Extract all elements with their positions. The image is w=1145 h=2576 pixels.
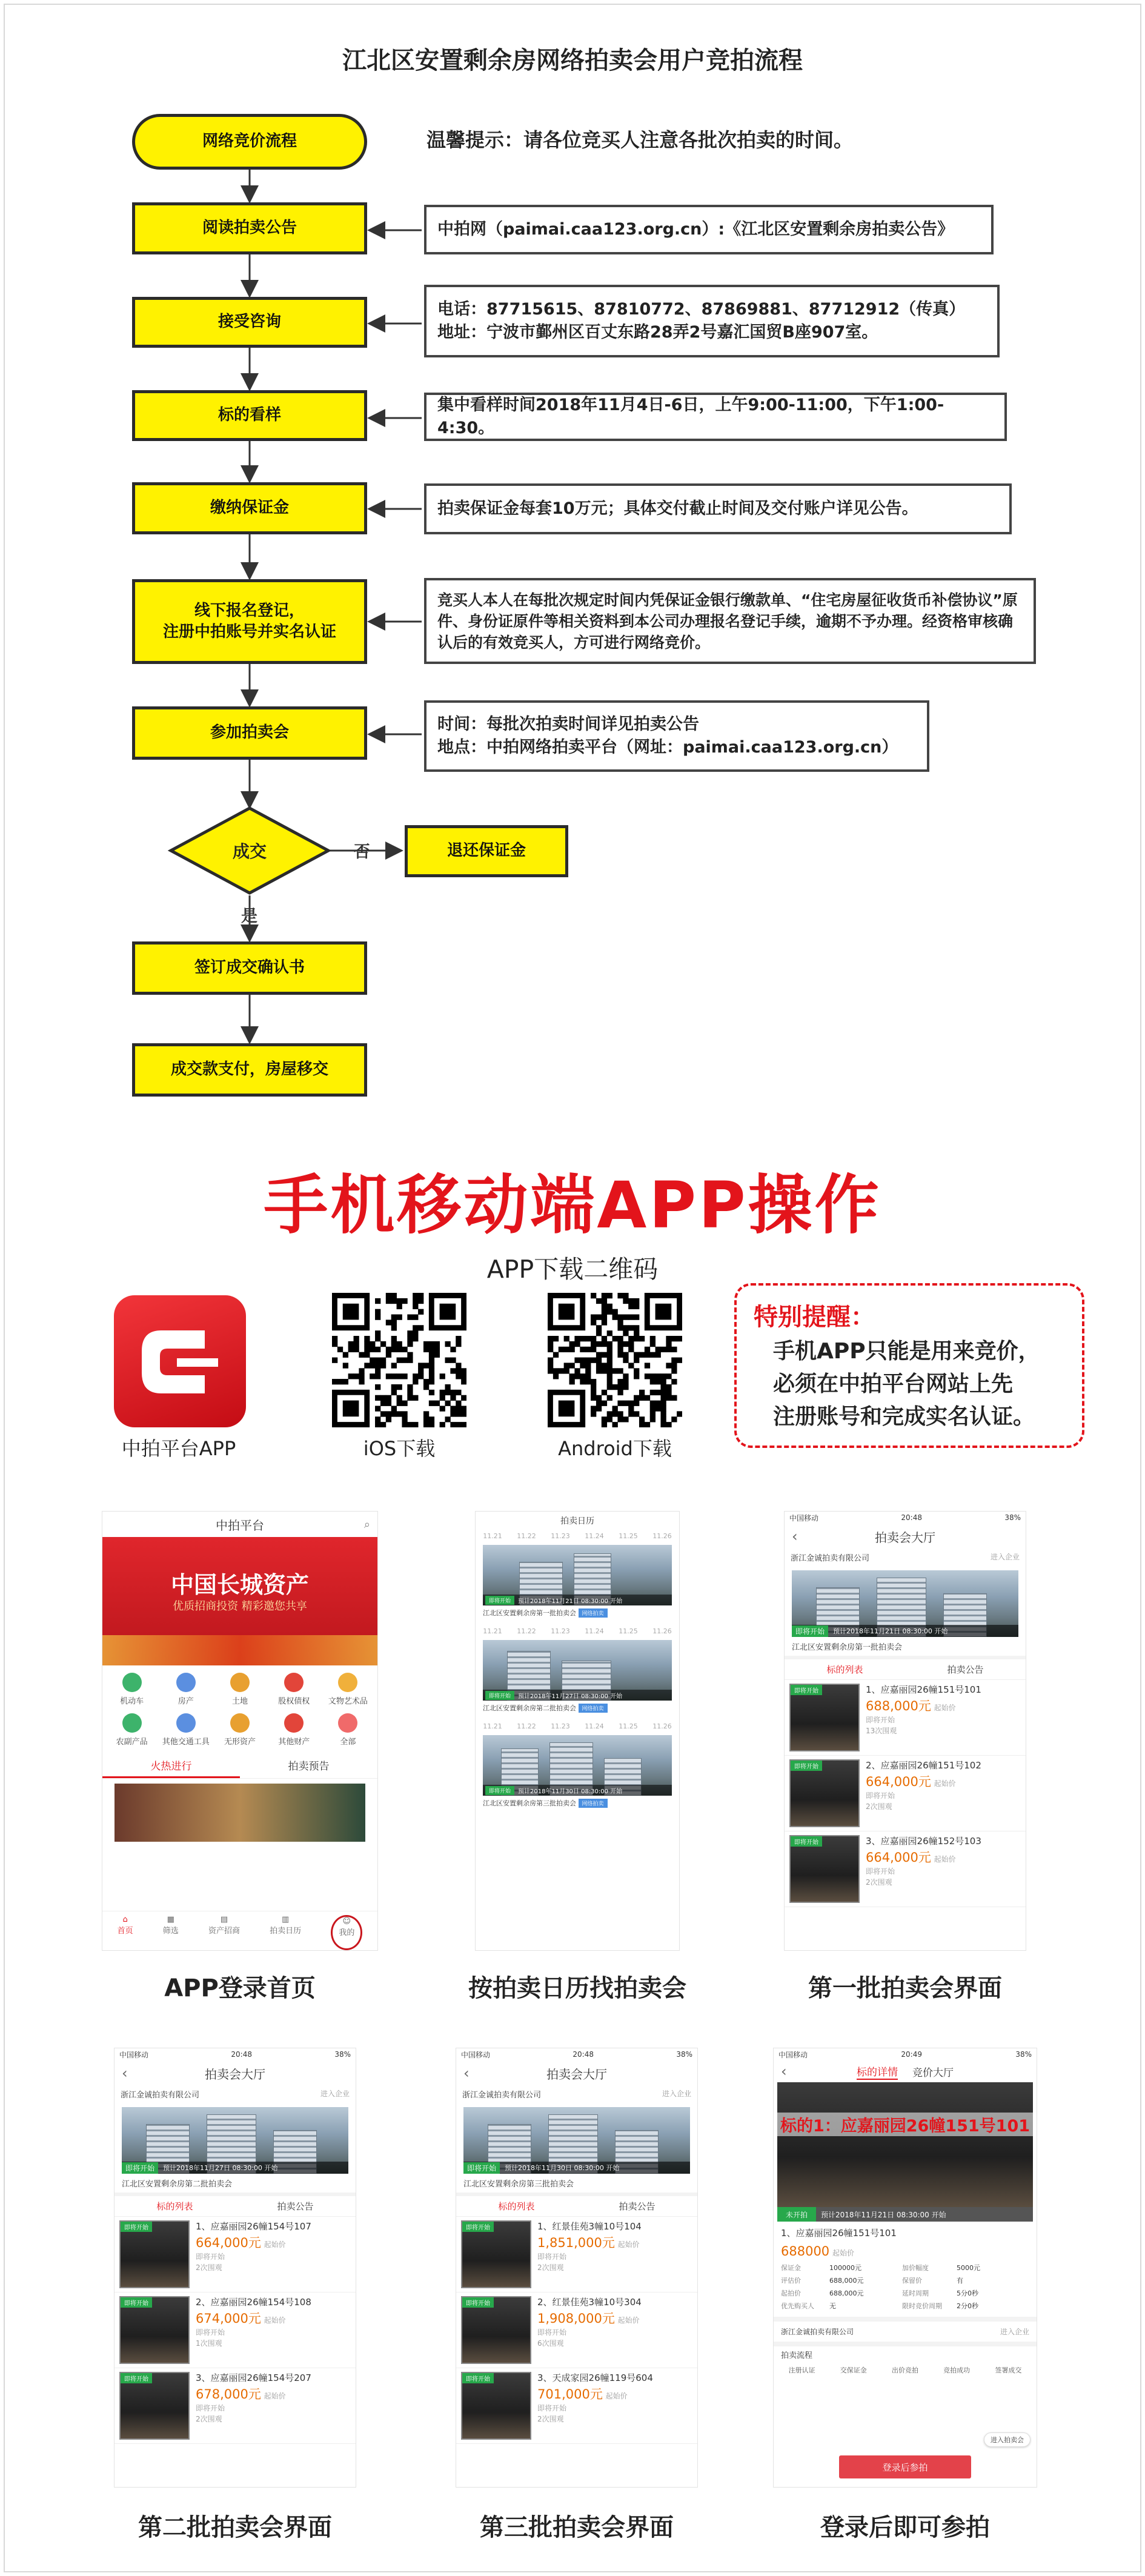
calendar-event-list [476,1530,679,1810]
step-refund: 退还保证金 [405,825,568,877]
lot-views: 1次围观 [196,2339,222,2348]
company-row[interactable] [456,2086,697,2102]
enter-company-link[interactable]: 进入企业 [990,1553,1020,1561]
detail-price-row: 688000 起始价 [781,2244,854,2259]
lot-thumbnail: 即将开始 [119,2220,190,2288]
enter-auction-button[interactable]: 进入拍卖会 [984,2432,1030,2447]
hall-nav [456,2060,697,2086]
lot-price: 664,000元 [866,1774,931,1789]
status-bar: 中国移动 20:48 38% [461,2050,692,2059]
flow-title: 江北区安置剩余房网络拍卖会用户竞拍流程 [342,47,803,75]
ios-qr-code[interactable] [332,1293,466,1427]
lot-views: 2次围观 [866,1877,892,1887]
tab-mine[interactable]: ☺ 我的 [331,1915,362,1950]
step-deposit: 缴纳保证金 [132,482,367,534]
hall-nav [785,1524,1026,1549]
detail-name: 1、应嘉丽园26幢151号101 [781,2228,897,2239]
lot-views: 13次围观 [866,1726,897,1735]
company-name: 浙江金诚拍卖有限公司 [791,1554,870,1563]
no-label: 否 [354,843,370,861]
screen-batch-2 [114,2048,356,2488]
step-online-bidding: 网络竞价流程 [132,114,367,170]
detail-price: 688000 [781,2244,830,2259]
reminder-line-3: 注册账号和完成实名认证。 [773,1404,1035,1429]
lot-thumbnail: 即将开始 [461,2220,531,2288]
car-icon [122,1673,142,1692]
lot-thumbnail: 即将开始 [461,2296,531,2364]
lot-price: 1,908,000元 [537,2311,615,2326]
lot-item[interactable]: 即将开始 3、应嘉丽园26幢154号207 678,000元 起始价 即将开始 2次围观 [114,2368,356,2444]
lot-name: 2、红景佳苑3幢10号304 [537,2297,642,2308]
lot-thumbnail: 即将开始 [789,1684,860,1751]
lot-thumbnail: 即将开始 [119,2372,190,2440]
caption-home: APP登录首页 [164,1974,316,2002]
step-join-auction: 参加拍卖会 [132,706,367,760]
category-item[interactable]: 全部 [321,1713,375,1747]
tab-preview[interactable]: 拍卖预告 [288,1761,330,1773]
detail-start: 预计2018年11月21日 08:30:00 开始 [816,2207,1033,2222]
lot-price: 674,000元 [196,2311,261,2326]
note-contact-phone: 电话：87715615、87810772、87869881、87712912（传真） [437,300,966,319]
detail-nav [774,2060,1037,2082]
lot-name: 1、应嘉丽园26幢151号101 [866,1684,981,1695]
detail-image [777,2082,1033,2207]
category-item[interactable]: 农副产品 [105,1713,159,1747]
land-icon [230,1673,250,1692]
date-strip: 11.21 11.22 11.23 11.24 11.25 11.26 [483,1627,672,1635]
hall-title: 拍卖会大厅 [546,2066,607,2082]
tab-lot-list[interactable]: 标的列表 [498,2201,535,2212]
step-viewing: 标的看样 [132,390,367,441]
event-name: 江北区安置剩余房第三批拍卖会 网络拍卖 [476,1796,679,1810]
reminder-title: 特别提醒： [754,1303,875,1331]
lot-views: 2次围观 [196,2414,222,2423]
lot-price: 664,000元 [866,1850,931,1865]
app-logo [114,1295,246,1427]
lot-views: 2次围观 [537,2414,564,2423]
tab-calendar[interactable]: ▥ 拍卖日历 [270,1915,302,1936]
lot-name: 1、应嘉丽园26幢154号107 [196,2221,311,2232]
tab-announcement[interactable]: 拍卖公告 [619,2201,655,2212]
bottom-tabbar [102,1911,377,1950]
detail-overlay: 标的1：应嘉丽园26幢151号101 [777,2113,1033,2136]
note-viewing-text: 集中看样时间2018年11月4日-6日，上午9:00-11:00，下午1:00-4:30。 [437,396,944,437]
tab-lot-list[interactable]: 标的列表 [826,1664,863,1675]
detail-field-row: 优先购买人 无 限时竞价周期 2分0秒 [781,2302,978,2310]
lot-name: 3、天成家园26幢119号604 [537,2372,653,2383]
tab-filter[interactable]: ▦ 筛选 [162,1915,179,1936]
lot-price: 664,000元 [196,2235,261,2250]
home-nav [102,1512,377,1537]
back-icon[interactable]: ‹ [792,1528,798,1545]
date-strip: 11.21 11.22 11.23 11.24 11.25 11.26 [483,1722,672,1730]
detail-status: 未开拍 [777,2207,816,2222]
banner-title: 中国长城资产 [170,1572,309,1598]
equity-icon [284,1673,304,1692]
android-qr-code[interactable] [548,1293,682,1427]
tab-lot-list[interactable]: 标的列表 [156,2201,193,2212]
category-item[interactable]: 其他财产 [267,1713,321,1747]
category-item[interactable]: 无形资产 [213,1713,267,1747]
auction-name: 江北区安置剩余房第二批拍卖会 [122,2180,233,2189]
company-name: 浙江金诚拍卖有限公司 [462,2091,542,2100]
lot-name: 3、应嘉丽园26幢152号103 [866,1836,981,1847]
category-item[interactable]: 房产 [159,1673,213,1706]
art-icon [338,1673,357,1692]
home-tabs [102,1754,377,1779]
event-name: 江北区安置剩余房第二批拍卖会 网络拍卖 [476,1701,679,1715]
note-announcement [424,205,994,254]
note-contact [424,285,1000,357]
lot-price: 678,000元 [196,2386,261,2402]
status-bar: 中国移动 20:48 38% [119,2050,351,2059]
category-item[interactable]: 机动车 [105,1673,159,1706]
tab-announcement[interactable]: 拍卖公告 [277,2201,314,2212]
hall-title: 拍卖会大厅 [205,2066,265,2082]
home-title: 中拍平台 [216,1518,264,1533]
detail-field-row: 保证金 100000元 加价幅度 5000元 [781,2264,980,2272]
lot-thumbnail: 即将开始 [461,2372,531,2440]
lot-thumbnail: 即将开始 [789,1759,860,1827]
lot-item[interactable]: 即将开始 1、应嘉丽园26幢151号101 688,000元 起始价 即将开始 13次围观 [785,1680,1026,1756]
detail-status-bar: 中国移动 20:49 38% [778,2050,1032,2059]
lot-name: 2、应嘉丽园26幢151号102 [866,1760,981,1771]
event-image: 即将开始 预计2018年11月30日 08:30:00 开始 [483,1735,672,1796]
enter-company-link[interactable]: 进入企业 [662,2090,691,2098]
event-image: 即将开始 预计2018年11月21日 08:30:00 开始 [483,1545,672,1605]
note-auction [424,700,929,772]
tab-bidding-hall[interactable]: 竞价大厅 [912,2066,954,2079]
category-item[interactable]: 土地 [213,1673,267,1706]
lot-views: 2次围观 [537,2263,564,2272]
detail-company[interactable]: 浙江金诚拍卖有限公司 进入企业 [774,2317,1037,2342]
process-steps: 注册认证 交保证金 出价竞拍 竞拍成功 签署成交 [788,2366,1022,2374]
app-heading: 手机移动端APP操作 [264,1168,881,1243]
auction-image: 即将开始 预计2018年11月27日 08:30:00 开始 [122,2107,348,2174]
step-read-announcement: 阅读拍卖公告 [132,202,367,254]
lot-item[interactable]: 即将开始 3、应嘉丽园26幢152号103 664,000元 起始价 即将开始 2次围观 [785,1831,1026,1907]
farm-icon [122,1713,142,1733]
lot-name: 1、红景佳苑3幢10号104 [537,2221,642,2232]
note-deposit [424,483,1012,534]
lot-views: 2次围观 [196,2263,222,2272]
step-sign-confirmation: 签订成交确认书 [132,941,367,995]
yes-label: 是 [241,907,257,926]
lot-views: 2次围观 [866,1802,892,1811]
back-icon[interactable]: ‹ [463,2065,470,2082]
process-title: 拍卖流程 [774,2342,1037,2363]
lot-price: 1,851,000元 [537,2235,615,2250]
hall-tabs [114,2193,356,2217]
screen-home [102,1511,378,1951]
lot-thumbnail: 即将开始 [119,2296,190,2364]
detail-field-row: 起拍价 688,000元 延时周期 5分0秒 [781,2289,978,2297]
detail-status-strip [777,2207,1033,2222]
banner-subtitle: 优质招商投资 精彩邀您共享 [173,1600,307,1613]
company-row[interactable] [114,2086,356,2102]
login-to-bid-button[interactable]: 登录后参拍 [839,2455,971,2478]
lot-thumbnail: 即将开始 [789,1835,860,1903]
caption-batch-3: 第三批拍卖会界面 [480,2514,674,2541]
lot-item[interactable]: 即将开始 3、天成家园26幢119号604 701,000元 起始价 即将开始 2次围观 [456,2368,697,2444]
note-registration [424,578,1036,664]
caption-calendar: 按拍卖日历找拍卖会 [468,1974,686,2002]
lot-item[interactable]: 即将开始 2、红景佳苑3幢10号304 1,908,000元 起始价 即将开始 6次围观 [456,2292,697,2368]
note-announcement-text: 中拍网（paimai.caa123.org.cn）:《江北区安置剩余房拍卖公告》 [437,220,954,239]
back-icon[interactable]: ‹ [781,2063,787,2080]
home-banner[interactable] [102,1537,377,1665]
search-icon[interactable]: ⌕ [363,1518,370,1531]
tab-announcement[interactable]: 拍卖公告 [947,1664,984,1675]
lot-item[interactable]: 即将开始 1、红景佳苑3幢10号104 1,851,000元 起始价 即将开始 2次围观 [456,2217,697,2292]
enter-company-link[interactable]: 进入企业 [320,2090,350,2098]
special-reminder [734,1283,1084,1448]
all-icon [338,1713,357,1733]
hall-nav [114,2060,356,2086]
note-viewing [424,393,1007,441]
detail-fields [774,2259,1037,2317]
calendar-title: 拍卖日历 [560,1516,594,1526]
reminder-note: 温馨提示：请各位竞买人注意各批次拍卖的时间。 [426,128,854,151]
lot-item[interactable]: 即将开始 1、应嘉丽园26幢154号107 664,000元 起始价 即将开始 2次围观 [114,2217,356,2292]
lot-price: 701,000元 [537,2386,603,2402]
tab-hot[interactable]: 火热进行 [102,1754,240,1778]
auction-image: 即将开始 预计2018年11月30日 08:30:00 开始 [463,2107,690,2174]
tab-invest[interactable]: ▤ 资产招商 [208,1915,240,1936]
reminder-line-2: 必须在中拍平台网站上先 [773,1372,1014,1396]
step-deal: 成交 [232,842,267,861]
calendar-event[interactable] [476,1530,679,1620]
screen-batch-3 [456,2048,698,2488]
vehicle-icon [176,1713,196,1733]
house-icon [176,1673,196,1692]
back-icon[interactable]: ‹ [122,2065,128,2082]
auction-image: 即将开始 预计2018年11月21日 08:30:00 开始 [792,1570,1018,1637]
hall-title: 拍卖会大厅 [875,1530,935,1545]
lot-item[interactable]: 即将开始 2、应嘉丽园26幢154号108 674,000元 起始价 即将开始 1次围观 [114,2292,356,2368]
logo-caption: 中拍平台APP [121,1437,236,1460]
calendar-event[interactable] [476,1625,679,1715]
note-auction-time: 时间：每批次拍卖时间详见拍卖公告 [437,715,699,734]
note-deposit-text: 拍卖保证金每套10万元；具体交付截止时间及交付账户详见公告。 [437,499,918,519]
home-listing-image[interactable] [114,1784,365,1842]
calendar-event[interactable] [476,1720,679,1810]
step-consultation: 接受咨询 [132,297,367,348]
lot-name: 3、应嘉丽园26幢154号207 [196,2372,311,2383]
date-strip: 11.21 11.22 11.23 11.24 11.25 11.26 [483,1532,672,1540]
reminder-line-1: 手机APP只能是用来竞价， [773,1339,1040,1364]
lot-price: 688,000元 [866,1698,931,1713]
lot-item[interactable]: 即将开始 2、应嘉丽园26幢151号102 664,000元 起始价 即将开始 2次围观 [785,1756,1026,1831]
detail-field-row: 评估价 688,000元 保留价 有 [781,2276,963,2285]
note-auction-place: 地点：中拍网络拍卖平台（网址：paimai.caa123.org.cn） [437,738,898,757]
category-item[interactable]: 股权债权 [267,1673,321,1706]
status-bar: 中国移动 20:48 38% [789,1513,1021,1522]
screen-calendar [475,1511,680,1951]
company-name: 浙江金诚拍卖有限公司 [121,2091,200,2100]
category-item[interactable]: 其他交通工具 [159,1713,213,1747]
lot-name: 2、应嘉丽园26幢154号108 [196,2297,311,2308]
caption-batch-2: 第二批拍卖会界面 [138,2514,332,2541]
auction-name: 江北区安置剩余房第一批拍卖会 [792,1643,903,1652]
caption-detail: 登录后即可参拍 [820,2514,990,2541]
app-logo-icon [114,1295,246,1427]
auction-name: 江北区安置剩余房第三批拍卖会 [463,2180,574,2189]
ios-caption: iOS下载 [363,1437,436,1460]
qr-heading: APP下载二维码 [486,1255,659,1284]
screen-batch-1 [784,1511,1026,1951]
step-registration: 线下报名登记， 注册中拍账号并实名认证 [132,579,367,664]
other-icon [284,1713,304,1733]
intangible-icon [230,1713,250,1733]
category-grid [102,1665,377,1754]
hall-tabs [785,1656,1026,1680]
screen-detail [773,2048,1037,2488]
hall-tabs [456,2193,697,2217]
note-registration-text: 竞买人本人在每批次规定时间内凭保证金银行缴款单、“住宅房屋征收货币补偿协议”原件、身份证原件等相关资料到本公司办理报名登记手续，逾期不予办理。经资格审核确认后的有效竞买人，方可进行网络竞价。 [437,591,1018,651]
event-name: 江北区安置剩余房第一批拍卖会 网络拍卖 [476,1605,679,1620]
tab-detail[interactable]: 标的详情 [857,2063,898,2080]
step-payment-handover: 成交款支付，房屋移交 [132,1043,367,1097]
note-contact-address: 地址：宁波市鄞州区百丈东路28弄2号嘉汇国贸B座907室。 [437,323,878,342]
lot-views: 6次围观 [537,2339,564,2348]
caption-batch-1: 第一批拍卖会界面 [808,1974,1002,2002]
tab-home[interactable]: ⌂ 首页 [117,1915,133,1936]
banner-decoration [102,1635,377,1665]
android-caption: Android下载 [558,1437,672,1460]
event-image: 即将开始 预计2018年11月27日 08:30:00 开始 [483,1640,672,1701]
calendar-nav [476,1512,679,1530]
company-row[interactable] [785,1549,1026,1565]
category-item[interactable]: 文物艺术品 [321,1673,375,1706]
